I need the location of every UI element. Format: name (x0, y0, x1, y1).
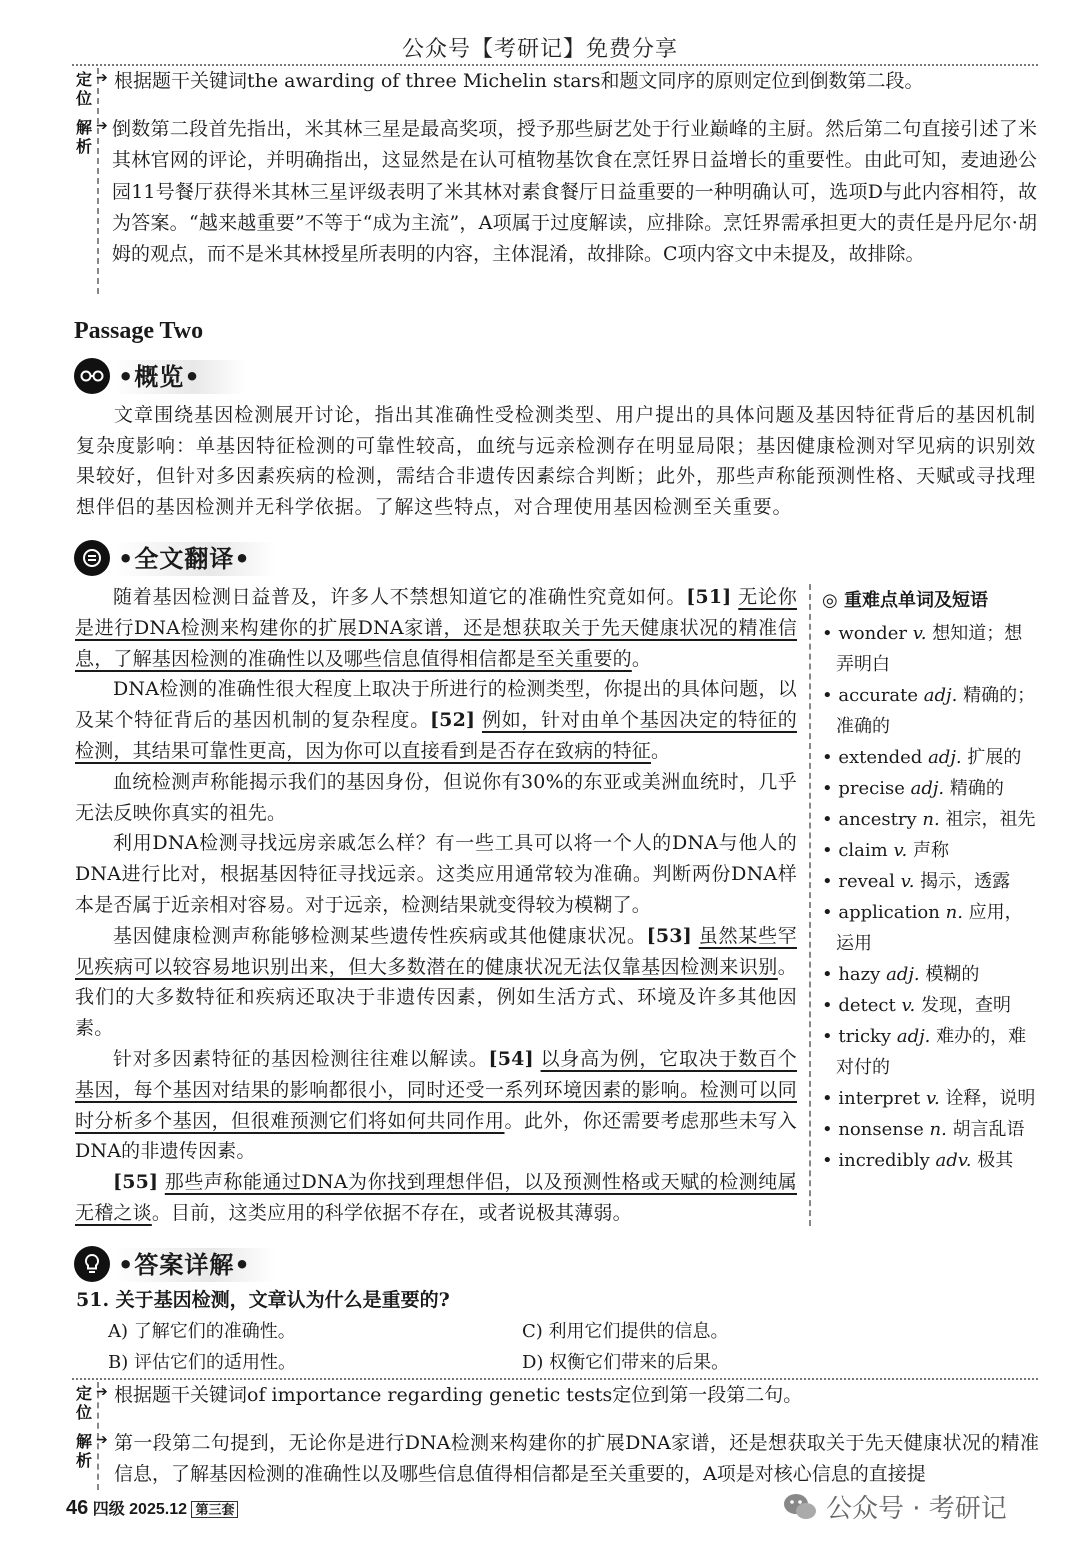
vocab-item: • incredibly adv. 极其 (822, 1150, 1014, 1171)
translation-body (75, 582, 797, 1229)
overview-title: •概览• (114, 360, 246, 394)
vocab-item: • reveal v. 揭示，透露 (822, 871, 1011, 892)
vocab-item: • detect v. 发现，查明 (822, 995, 1011, 1016)
vocab-list (822, 618, 1040, 1176)
arrow-icon: ➔ (96, 70, 108, 86)
translation-paragraph: 针对多因素特征的基因检测往往难以解读。[54] 以身高为例，它取决于数百个基因，每个基因对结果的影响都很小，同时还受一系列环境因素的影响。检测可以同时分析多个基因，但很难预测它们将如何共同作用。此外，你还需要考虑那些未写入DNA的非遗传因素。 (75, 1047, 797, 1163)
arrow-icon: ➔ (96, 118, 108, 134)
question-marker: [52] (429, 709, 476, 732)
page-number: 46 (66, 1497, 89, 1519)
question-marker: [54] (488, 1047, 534, 1070)
key-sentence: 虽然某些罕见疾病可以较容易地识别出来，但大多数潜在的健康状况无法仅靠基因检测来识别 (75, 924, 797, 978)
top-block-rule (97, 68, 99, 294)
question-marker: [53] (646, 924, 692, 947)
vocab-item: • precise adj. 精确的 (822, 778, 1004, 799)
set-label: 第三套 (191, 1501, 238, 1518)
key-sentence: 例如，针对由单个基因决定的特征的检测，其结果可靠性更高，因为你可以直接看到是否存在致病的特征 (75, 709, 797, 762)
translation-paragraph: DNA检测的准确性很大程度上取决于所进行的检测类型，你提出的具体问题，以及某个特征背后的基因机制的复杂程度。[52] 例如，针对由单个基因决定的特征的检测，其结果可靠性更高，因为你可以直接看到是否存在致病的特征。 (75, 678, 797, 762)
overview-text: 文章围绕基因检测展开讨论，指出其准确性受检测类型、用户提出的具体问题及基因特征背后的基因机制复杂度影响：单基因特征检测的可靠性较高，血统与远亲检测存在明显局限；基因健康检测对罕见病的识别效果较好，但针对多因素疾病的检测，需结合非遗传因素综合判断；此外，那些声称能预测性格、天赋或寻找理想伴侣的基因检测并无科学依据。了解这些特点，对合理使用基因检测至关重要。 (76, 404, 1036, 518)
option-d: D) 权衡它们带来的后果。 (522, 1352, 730, 1373)
document-icon (74, 540, 110, 576)
exam-label: 四级 2025.12 (92, 1501, 187, 1518)
arrow-icon: ➔ (96, 1384, 108, 1400)
answers-title: •答案详解• (114, 1248, 276, 1282)
translation-paragraph: 血统检测声称能揭示我们的基因身份，但说你有30%的东亚或美洲血统时，几乎无法反映你真实的祖先。 (75, 770, 797, 824)
page-header: 公众号【考研记】免费分享 (401, 37, 678, 62)
target-icon: ◎ (822, 590, 838, 611)
vocab-item: • hazy adj. 模糊的 (822, 964, 980, 985)
vocab-item: • nonsense n. 胡言乱语 (822, 1119, 1025, 1140)
option-a: A) 了解它们的准确性。 (108, 1321, 296, 1342)
option-c: C) 利用它们提供的信息。 (522, 1321, 729, 1342)
watermark: 公众号 · 考研记 (782, 1488, 1007, 1525)
wechat-icon (782, 1492, 818, 1522)
vocab-item: • accurate adj. 精确的；准确的 (822, 685, 1036, 737)
vocab-item: • claim v. 声称 (822, 840, 949, 861)
lightbulb-icon (74, 1246, 110, 1282)
vocab-title: ◎ 重难点单词及短语 (822, 590, 988, 611)
locate-text: 根据题干关键词of importance regarding genetic tests定位到第一段第二句。 (114, 1384, 803, 1406)
translation-paragraph: 随着基因检测日益普及，许多人不禁想知道它的准确性究竟如何。[51] 无论你是进行DNA检测来构建你的扩展DNA家谱，还是想获取关于先天健康状况的精准信息，了解基因检测的准确性以及哪些信息值得相信都是至关重要的。 (75, 586, 797, 670)
key-sentence: 无论你是进行DNA检测来构建你的扩展DNA家谱，还是想获取关于先天健康状况的精准信息，了解基因检测的准确性以及哪些信息值得相信都是至关重要的 (75, 586, 797, 670)
locate-text: 根据题干关键词the awarding of three Michelin stars和题文同序的原则定位到倒数第二段。 (114, 70, 924, 92)
analysis-tag: 解析 (76, 1432, 93, 1470)
vocab-item: • ancestry n. 祖宗，祖先 (822, 809, 1036, 830)
vocab-item: • wonder v. 想知道；想弄明白 (822, 623, 1023, 675)
option-b: B) 评估它们的适用性。 (108, 1352, 296, 1373)
analysis-text: 倒数第二段首先指出，米其林三星是最高奖项，授予那些厨艺处于行业巅峰的主厨。然后第二句直接引述了米其林官网的评论，并明确指出，这显然是在认可植物基饮食在烹饪界日益增长的重要性。由此可知，麦迪逊公园11号餐厅获得米其林三星评级表明了米其林对素食餐厅日益重要的一种明确认可，选项D与此内容相符，故为答案。“越来越重要”不等于“成为主流”，A项属于过度解读，应排除。烹饪界需承担更大的责任是丹尼尔·胡姆的观点，而不是米其林授星所表明的内容，主体混淆，故排除。C项内容文中未提及，故排除。 (112, 118, 1037, 266)
key-sentence: 那些声称能通过DNA为你找到理想伴侣，以及预测性格或天赋的检测纯属无稽之谈 (75, 1171, 797, 1224)
footer-info (66, 1496, 238, 1520)
vocab-item: • application n. 应用，运用 (822, 902, 1023, 954)
key-sentence: 以身高为例，它取决于数百个基因，每个基因对结果的影响都很小，同时还受一系列环境因素的影响。检测可以同时分析多个基因，但很难预测它们将如何共同作用 (75, 1047, 797, 1132)
arrow-icon: ➔ (96, 1432, 108, 1448)
analysis-tag: 解析 (76, 118, 93, 156)
locate-tag: 定位 (76, 1384, 93, 1422)
analysis-text: 第一段第二句提到，无论你是进行DNA检测来构建你的扩展DNA家谱，还是想获取关于先天健康状况的精准信息，了解基因检测的准确性以及哪些信息值得相信都是至关重要的，A项是对核心信息的直接提 (114, 1432, 1039, 1485)
vocab-item: • tricky adj. 难办的，难对付的 (822, 1026, 1027, 1078)
glasses-icon (74, 358, 110, 394)
vocab-divider (809, 584, 811, 1226)
question-marker: [55] (113, 1171, 159, 1194)
translation-paragraph: [55] 那些声称能通过DNA为你找到理想伴侣，以及预测性格或天赋的检测纯属无稽之谈。目前，这类应用的科学依据不存在，或者说极其薄弱。 (75, 1171, 797, 1224)
locate-tag: 定位 (76, 70, 93, 108)
vocab-item: • interpret v. 诠释，说明 (822, 1088, 1036, 1109)
translation-paragraph: 利用DNA检测寻找远房亲戚怎么样？有一些工具可以将一个人的DNA与他人的DNA进行比对，根据基因特征寻找远亲。这类应用通常较为准确。判断两份DNA样本是否属于近亲相对容易。对于远亲，检测结果就变得较为模糊了。 (75, 832, 797, 916)
question-51: 51. 关于基因检测，文章认为什么是重要的? (76, 1289, 450, 1311)
translation-title: •全文翻译• (114, 542, 276, 576)
passage-title: Passage Two (74, 318, 204, 344)
translation-paragraph: 基因健康检测声称能够检测某些遗传性疾病或其他健康状况。[53] 虽然某些罕见疾病可以较容易地识别出来，但大多数潜在的健康状况无法仅靠基因检测来识别。我们的大多数特征和疾病还取决于非遗传因素，例如生活方式、环境及许多其他因素。 (75, 924, 797, 1040)
vocab-item: • extended adj. 扩展的 (822, 747, 1022, 768)
question-marker: [51] (686, 586, 732, 608)
